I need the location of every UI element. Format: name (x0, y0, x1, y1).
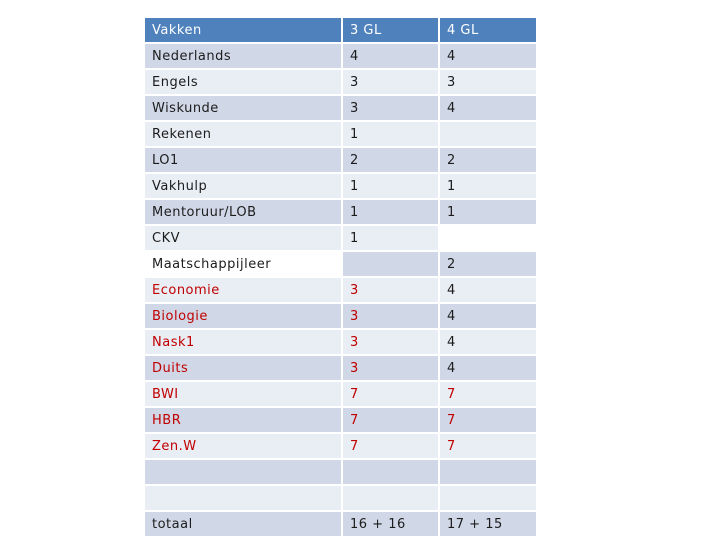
table-row (145, 200, 536, 226)
subject-cell: Economie (145, 278, 343, 304)
subject-cell: Rekenen (145, 122, 343, 148)
hours-3gl-cell: 4 (343, 44, 440, 70)
hours-3gl-cell (343, 460, 440, 486)
header-subject: Vakken (145, 18, 343, 44)
subject-cell: Maatschappijleer (145, 252, 343, 278)
hours-3gl-cell: 2 (343, 148, 440, 174)
table-row (145, 148, 536, 174)
hours-3gl-cell: 3 (343, 278, 440, 304)
hours-4gl-cell: 4 (440, 356, 536, 382)
hours-3gl-cell: 7 (343, 434, 440, 460)
subject-cell: Biologie (145, 304, 343, 330)
table-row (145, 278, 536, 304)
hours-4gl-cell (440, 486, 536, 512)
table-row (145, 252, 536, 278)
hours-3gl-cell: 3 (343, 70, 440, 96)
hours-4gl-cell: 4 (440, 304, 536, 330)
total-4gl-cell: 17 + 15 (440, 512, 536, 538)
hours-4gl-cell: 7 (440, 434, 536, 460)
hours-3gl-cell (343, 252, 440, 278)
hours-3gl-cell: 7 (343, 408, 440, 434)
hours-3gl-cell: 1 (343, 226, 440, 252)
total-3gl-cell: 16 + 16 (343, 512, 440, 538)
hours-4gl-cell: 2 (440, 148, 536, 174)
hours-4gl-cell: 1 (440, 174, 536, 200)
subject-cell (145, 460, 343, 486)
table-row (145, 304, 536, 330)
hours-4gl-cell (440, 122, 536, 148)
hours-3gl-cell (343, 486, 440, 512)
table-row (145, 434, 536, 460)
subjects-table (145, 18, 536, 538)
table-row (145, 330, 536, 356)
subject-cell (145, 486, 343, 512)
hours-3gl-cell: 7 (343, 382, 440, 408)
hours-4gl-cell: 1 (440, 200, 536, 226)
table-row (145, 408, 536, 434)
hours-4gl-cell: 7 (440, 408, 536, 434)
hours-4gl-cell: 7 (440, 382, 536, 408)
subject-cell: Nask1 (145, 330, 343, 356)
hours-3gl-cell: 3 (343, 330, 440, 356)
table-row (145, 174, 536, 200)
subject-cell: Duits (145, 356, 343, 382)
subject-cell: Zen.W (145, 434, 343, 460)
header-4gl: 4 GL (440, 18, 536, 44)
subject-cell: BWI (145, 382, 343, 408)
hours-3gl-cell: 1 (343, 174, 440, 200)
table-header-row (145, 18, 536, 44)
table-row (145, 356, 536, 382)
table-row (145, 44, 536, 70)
subject-cell: CKV (145, 226, 343, 252)
subject-cell: Engels (145, 70, 343, 96)
table-row (145, 70, 536, 96)
hours-4gl-cell: 4 (440, 330, 536, 356)
table-row (145, 382, 536, 408)
subject-cell: Nederlands (145, 44, 343, 70)
subject-cell: LO1 (145, 148, 343, 174)
hours-3gl-cell: 3 (343, 304, 440, 330)
hours-4gl-cell (440, 460, 536, 486)
hours-4gl-cell: 3 (440, 70, 536, 96)
hours-3gl-cell: 1 (343, 122, 440, 148)
hours-4gl-cell: 2 (440, 252, 536, 278)
subject-cell: HBR (145, 408, 343, 434)
table-row-total (145, 512, 536, 538)
subject-cell: Mentoruur/LOB (145, 200, 343, 226)
hours-4gl-cell: 4 (440, 278, 536, 304)
header-3gl: 3 GL (343, 18, 440, 44)
total-label-cell: totaal (145, 512, 343, 538)
table-row (145, 122, 536, 148)
hours-3gl-cell: 3 (343, 96, 440, 122)
hours-4gl-cell: 4 (440, 44, 536, 70)
subject-cell: Vakhulp (145, 174, 343, 200)
hours-3gl-cell: 3 (343, 356, 440, 382)
table-row-empty (145, 486, 536, 512)
hours-3gl-cell: 1 (343, 200, 440, 226)
hours-4gl-cell (440, 226, 536, 252)
subject-cell: Wiskunde (145, 96, 343, 122)
table-row (145, 96, 536, 122)
table-row-empty (145, 460, 536, 486)
table-row (145, 226, 536, 252)
hours-4gl-cell: 4 (440, 96, 536, 122)
